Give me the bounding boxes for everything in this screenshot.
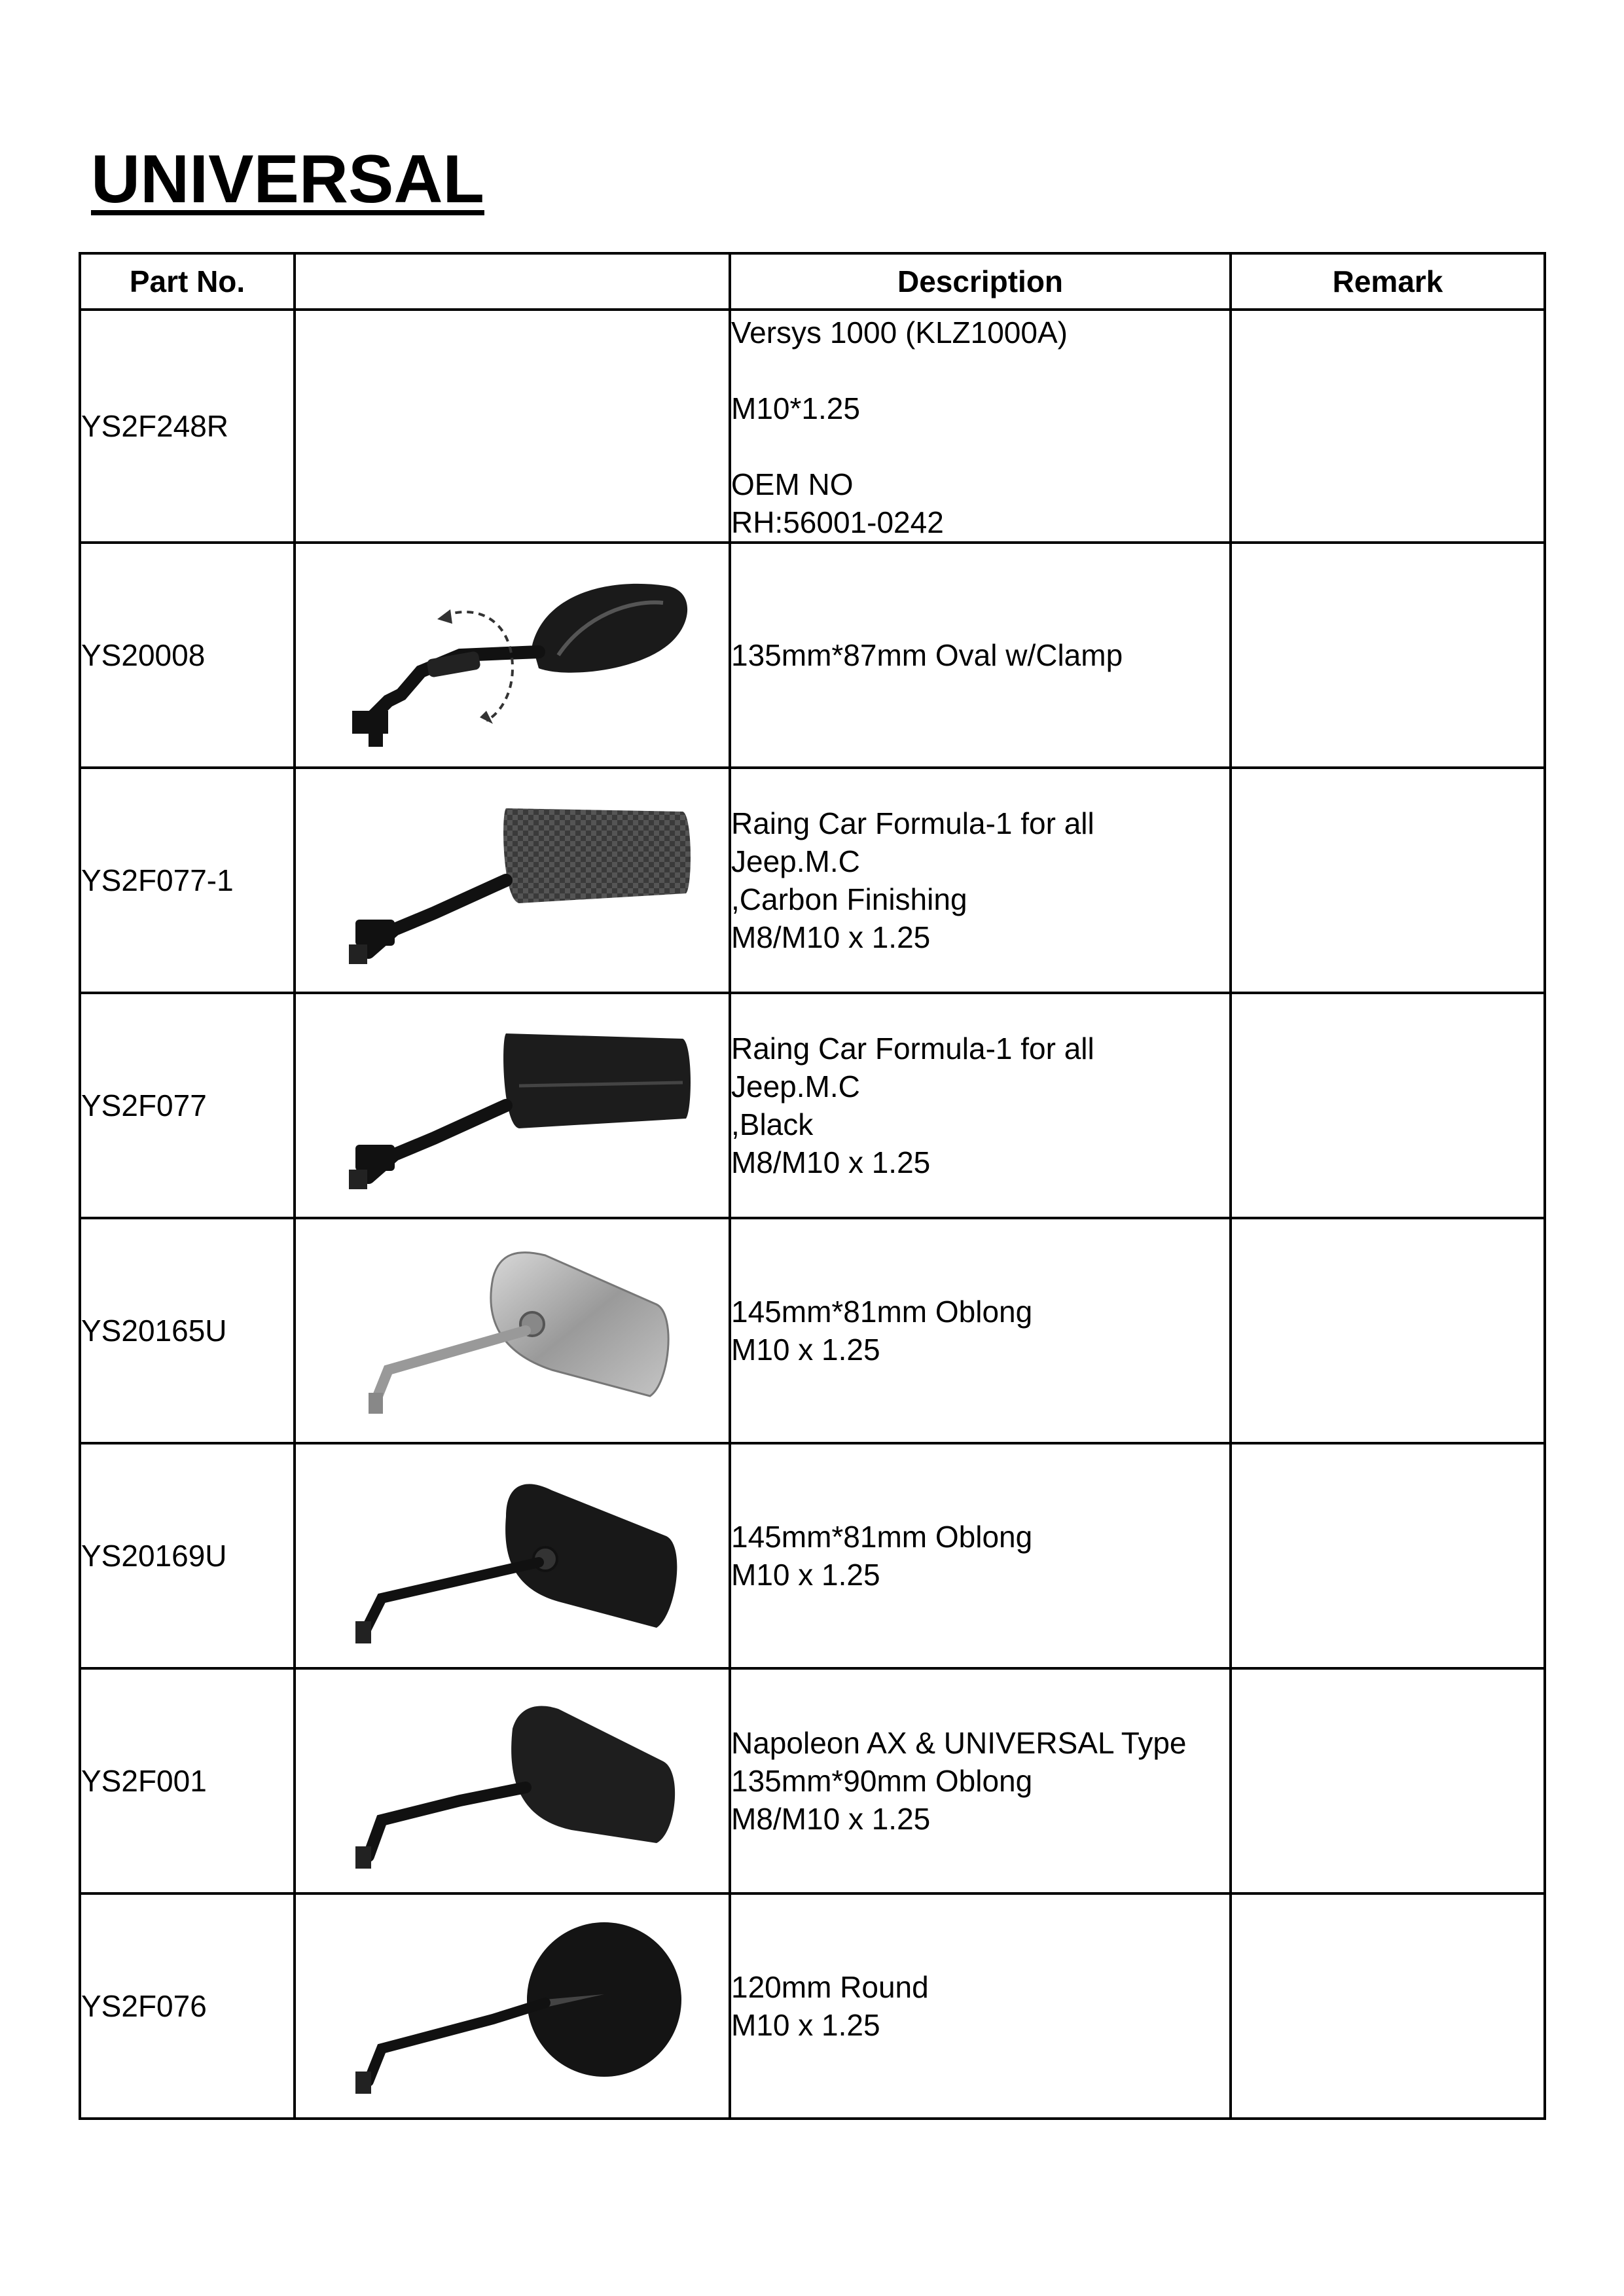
product-photo-empty (295, 310, 730, 543)
description-cell (730, 768, 1231, 993)
description-cell (730, 993, 1231, 1218)
black-oblong-mirror-icon (329, 1464, 696, 1647)
description-line: M8/M10 x 1.25 (731, 920, 931, 954)
header-image (295, 253, 730, 310)
black-rect-mirror-icon (329, 1014, 696, 1197)
remark-cell (1231, 993, 1545, 1218)
remark-cell (1231, 768, 1545, 993)
remark-cell (1231, 1218, 1545, 1443)
description-cell (730, 1893, 1231, 2119)
description-line: M10*1.25 (731, 391, 860, 425)
description-line: RH:56001-0242 (731, 505, 944, 539)
description-line: Jeep.M.C (731, 844, 860, 878)
table-row (80, 543, 1545, 768)
part-number: YS20165U (80, 1218, 295, 1443)
description-cell (730, 1443, 1231, 1668)
description-line: Raing Car Formula-1 for all (731, 806, 1094, 840)
header-part-no: Part No. (80, 253, 295, 310)
description-cell (730, 310, 1231, 543)
description-cell (730, 543, 1231, 768)
description-cell (730, 1668, 1231, 1893)
remark-cell (1231, 543, 1545, 768)
part-number: YS2F076 (80, 1893, 295, 2119)
table-row (80, 768, 1545, 993)
round-mirror-icon (329, 1914, 696, 2098)
table-row (80, 1668, 1545, 1893)
remark-cell (1231, 1893, 1545, 2119)
table-row (80, 310, 1545, 543)
part-number: YS2F248R (80, 310, 295, 543)
header-description: Description (730, 253, 1231, 310)
part-number: YS20169U (80, 1443, 295, 1668)
description-line: OEM NO (731, 467, 854, 501)
part-number: YS2F001 (80, 1668, 295, 1893)
header-remark: Remark (1231, 253, 1545, 310)
part-number: YS2F077-1 (80, 768, 295, 993)
silver-oblong-mirror-icon (329, 1239, 696, 1422)
remark-cell (1231, 1443, 1545, 1668)
description-line: M8/M10 x 1.25 (731, 1145, 931, 1179)
parts-table (79, 252, 1546, 2120)
remark-cell (1231, 1668, 1545, 1893)
part-number: YS20008 (80, 543, 295, 768)
description-line: Jeep.M.C (731, 1069, 860, 1103)
table-row (80, 1218, 1545, 1443)
description-line: ,Black (731, 1107, 814, 1141)
description-line: Napoleon AX & UNIVERSAL Type (731, 1726, 1187, 1760)
description-line: 135mm*90mm Oblong (731, 1764, 1033, 1798)
rounded-oblong-mirror-icon (329, 1689, 696, 1873)
description-line: M10 x 1.25 (731, 1558, 880, 1592)
oval-mirror-icon (329, 564, 696, 747)
description-line: M8/M10 x 1.25 (731, 1802, 931, 1836)
part-number: YS2F077 (80, 993, 295, 1218)
page-title: UNIVERSAL (91, 141, 484, 217)
description-line: M10 x 1.25 (731, 2008, 880, 2042)
description-line: Versys 1000 (KLZ1000A) (731, 315, 1068, 350)
table-row (80, 993, 1545, 1218)
description-cell (730, 1218, 1231, 1443)
table-row (80, 1893, 1545, 2119)
table-row (80, 1443, 1545, 1668)
description-line: 145mm*81mm Oblong (731, 1295, 1033, 1329)
description-line: Raing Car Formula-1 for all (731, 1031, 1094, 1066)
remark-cell (1231, 310, 1545, 543)
description-line: ,Carbon Finishing (731, 882, 967, 916)
description-line: 120mm Round (731, 1970, 929, 2004)
description-line: M10 x 1.25 (731, 1333, 880, 1367)
carbon-rect-mirror-icon (329, 789, 696, 972)
table-header (80, 253, 1545, 310)
description-line: 145mm*81mm Oblong (731, 1520, 1033, 1554)
description-line: 135mm*87mm Oval w/Clamp (731, 638, 1123, 672)
